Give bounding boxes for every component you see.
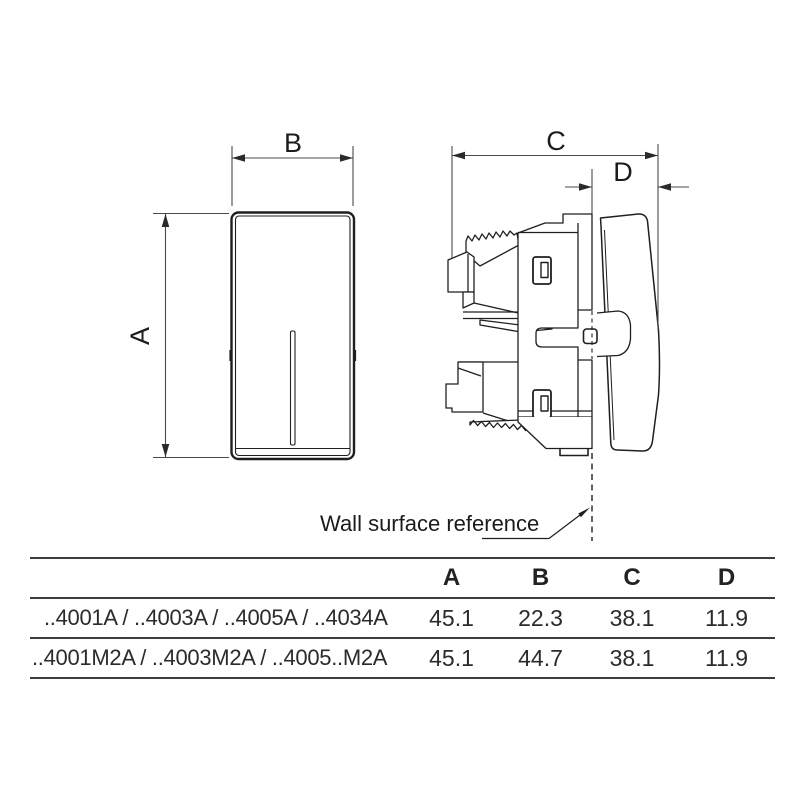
arrowhead xyxy=(162,444,170,457)
front-view xyxy=(230,213,355,460)
table-header-cell-b: B xyxy=(531,564,550,591)
dimensions-table xyxy=(30,557,775,679)
value-cell-a: 45.1 xyxy=(429,604,474,631)
dimension-d-label: D xyxy=(613,157,633,187)
side-view xyxy=(446,214,660,456)
pivot-hook xyxy=(597,311,631,357)
arrowhead xyxy=(232,154,245,162)
value-cell-b: 44.7 xyxy=(518,644,563,671)
table-row xyxy=(30,639,775,679)
dimension-a xyxy=(153,214,229,458)
arrowhead xyxy=(452,152,465,160)
arrowhead xyxy=(162,214,170,227)
switch-body xyxy=(518,214,592,456)
table-header-cell-d: D xyxy=(717,564,736,591)
model-codes-cell: ..4001A / ..4003A / ..4005A / ..4034A xyxy=(44,605,388,630)
dimension-b-label: B xyxy=(283,128,303,158)
table-header-row xyxy=(30,559,775,599)
value-cell-c: 38.1 xyxy=(609,604,655,631)
wall-surface-reference-label: Wall surface reference xyxy=(320,511,540,536)
arrowhead xyxy=(340,154,353,162)
bottom-foot xyxy=(518,417,592,449)
table-row xyxy=(30,599,775,639)
arrowhead xyxy=(658,183,671,191)
value-cell-c: 38.1 xyxy=(609,644,655,671)
value-cell-d: 11.9 xyxy=(704,604,749,631)
value-cell-b: 22.3 xyxy=(518,604,563,631)
dimension-a-label: A xyxy=(125,326,155,346)
value-cell-a: 45.1 xyxy=(429,644,474,671)
table-header-cell-c: C xyxy=(623,564,641,591)
value-cell-d: 11.9 xyxy=(704,644,749,671)
dimension-c-label: C xyxy=(546,126,566,156)
model-codes-cell: ..4001M2A / ..4003M2A / ..4005..M2A xyxy=(32,645,388,670)
leader-arrowhead xyxy=(578,508,590,518)
wall-surface-reference-callout xyxy=(320,508,590,539)
indicator-slit xyxy=(291,331,296,445)
arrowhead xyxy=(579,183,592,191)
latch-rect xyxy=(584,329,598,344)
arrowhead xyxy=(645,152,658,160)
table-header-cell-a: A xyxy=(442,564,461,591)
